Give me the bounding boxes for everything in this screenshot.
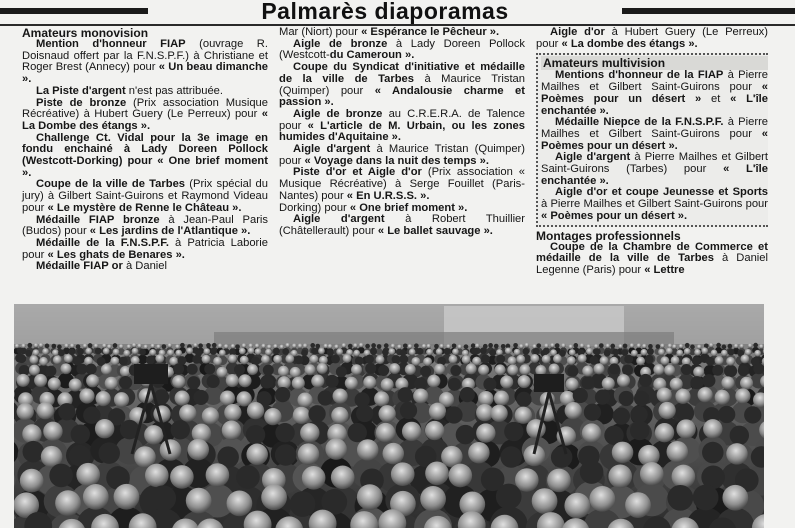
text: n'est pas attribuée. <box>125 84 223 97</box>
paragraph <box>279 214 525 237</box>
text: à Pierre Mailhes et Gilbert Saint-Guirons (Tarbes) pour <box>541 151 768 176</box>
bold-text: « Poèmes pour un désert ». <box>541 209 688 222</box>
text: à Hubert Guery (Le Perreux) pour <box>536 26 768 50</box>
text: et <box>701 92 731 105</box>
paragraph <box>22 39 268 86</box>
bold-text: Aigle d'argent <box>293 213 385 226</box>
paragraph <box>541 70 768 117</box>
section-heading-amateurs-multivision: Amateurs multivision <box>541 56 768 70</box>
bold-text: « Un beau dimanche ». <box>22 61 268 86</box>
paragraph <box>536 27 768 50</box>
column-1 <box>22 27 268 273</box>
text: à Robert Thuillier (Châtellerault) pour <box>279 213 525 237</box>
bold-text: Coupe de la ville de Tarbes <box>36 178 186 191</box>
bold-text: Piste de bronze <box>36 96 127 109</box>
text: à Maurice Tristan (Quimper) pour <box>279 72 525 97</box>
text: au C.R.E.R.A. de Talence pour <box>279 107 525 132</box>
column-3 <box>536 27 768 277</box>
bold-text: Médaille de la F.N.S.P.F. <box>36 236 169 249</box>
bold-text: Challenge Ct. Vidal pour la 3e image en fondu enchainé à Lady Doreen Pollock (Westcott-Dorking) pour « One brief moment ». <box>22 131 268 179</box>
bold-text: « Andalousie charme et passion ». <box>279 84 525 109</box>
text: (ouvrage R. Doisnaud offert par la F.N.S.P.F.) à Christiane et Roger Brest (Annecy) pour <box>22 38 268 74</box>
bold-text: « Les jardins de l'Atlantique ». <box>89 225 251 238</box>
bold-text: Piste d'or et Aigle d'or <box>293 166 422 179</box>
text: à Lady Doreen Pollock (Westcott- <box>279 37 526 62</box>
headline-rule-left <box>0 8 148 14</box>
bold-text: « Le mystère de Renne le Château ». <box>47 201 242 214</box>
bold-text: « One brief moment ». <box>349 201 468 214</box>
text: à Daniel Legenne (Paris) pour <box>536 252 768 276</box>
bold-text: « En U.R.S.S. ». <box>346 189 430 202</box>
paragraph <box>279 62 525 109</box>
bold-text: du Cameroun ». <box>329 49 415 62</box>
text: à Pierre Mailhes et Gilbert Saint-Guirons pour <box>541 69 768 94</box>
bold-text: Aigle de bronze <box>293 107 383 120</box>
text: Dorking) pour <box>279 201 350 214</box>
bold-text: « Poèmes pour un désert ». <box>541 127 768 152</box>
text: à Pierre Mailhes et Gilbert Saint-Guirons pour <box>541 116 769 140</box>
paragraph <box>541 117 768 152</box>
headline-rule-right <box>622 8 795 14</box>
bold-text: « Le ballet sauvage ». <box>377 224 493 237</box>
bold-text: Coupe du Syndicat d'initiative et médaille de la ville de Tarbes <box>279 61 525 85</box>
text: Mar (Niort) pour <box>279 26 362 38</box>
paragraph <box>22 133 268 180</box>
bold-text: Mention d'honneur FIAP <box>36 38 186 50</box>
text: à Patricia Laborie pour <box>22 236 268 261</box>
paragraph <box>22 238 268 261</box>
audience-photo-image <box>14 304 764 528</box>
paragraph <box>541 152 768 187</box>
multivision-box <box>536 53 768 226</box>
paragraph <box>22 261 268 273</box>
bold-text: Médaille Niepce de la F.N.S.P.F. <box>555 116 724 129</box>
bold-text: « La Dombe des étangs ». <box>22 108 268 132</box>
bold-text: « L'île enchantée ». <box>541 92 769 117</box>
bold-text: « Espérance le Pêcheur ». <box>361 26 500 38</box>
text: (Prix spécial du jury) à Gilbert Saint-Guirons et Raymond Videau pour <box>22 178 268 214</box>
paragraph <box>279 39 525 62</box>
section-heading-montages-professionnels: Montages professionnels <box>536 228 681 243</box>
bold-text: « L'île enchantée ». <box>541 163 768 187</box>
audience-crowd <box>14 343 764 528</box>
paragraph <box>22 215 268 238</box>
paragraph <box>279 144 525 167</box>
bold-text: « Lettre <box>644 263 685 276</box>
paragraph <box>22 98 268 133</box>
bold-text: « L'article de M. Urbain, ou les zones humides d'Aquitaine ». <box>279 119 525 144</box>
bold-text: Aigle de bronze <box>293 37 388 50</box>
bold-text: Coupe de la Chambre de Commerce et médaille de la ville de Tarbes <box>536 240 768 265</box>
text: à Pierre Mailhes et Gilbert Saint-Guirons pour <box>541 198 768 211</box>
column-2 <box>279 27 525 238</box>
bold-text: Médaille FIAP or <box>36 260 123 273</box>
paragraph <box>22 179 268 214</box>
text: à Daniel <box>122 260 167 273</box>
text: à Maurice Tristan (Quimper) pour <box>279 143 525 167</box>
page-title: Palmarès diaporamas <box>261 0 509 24</box>
bold-text: Aigle d'argent <box>555 151 631 164</box>
section-heading-amateurs-monovision: Amateurs monovision <box>22 26 149 40</box>
bold-text: « Les ghats de Benares ». <box>47 248 185 261</box>
paragraph <box>279 167 525 202</box>
text: à Jean-Paul Paris (Budos) pour <box>22 213 268 238</box>
bold-text: Aigle d'or et coupe Jeunesse et Sports <box>555 186 768 199</box>
bold-text: La Piste d'argent <box>36 84 126 97</box>
bold-text: Aigle d'argent <box>293 143 371 156</box>
bold-text: Médaille FIAP bronze <box>36 213 160 226</box>
bold-text: Mentions d'honneur de la FIAP <box>555 69 724 82</box>
bold-text: « Voyage dans la nuit des temps ». <box>304 154 489 167</box>
bold-text: « Poèmes pour un désert » <box>541 81 768 105</box>
text: (Prix association « Musique Récréative) à Serge Fouillet (Paris-Nantes) pour <box>279 166 525 202</box>
paragraph <box>541 187 768 222</box>
text: (Prix association Musique Récréative) à Hubert Guery (Le Perreux) pour <box>22 96 269 121</box>
paragraph <box>536 242 768 277</box>
audience-photo <box>14 304 764 528</box>
bold-text: Aigle d'or <box>550 26 605 38</box>
paragraph <box>279 109 525 144</box>
bold-text: « La dombe des étangs ». <box>561 37 698 50</box>
